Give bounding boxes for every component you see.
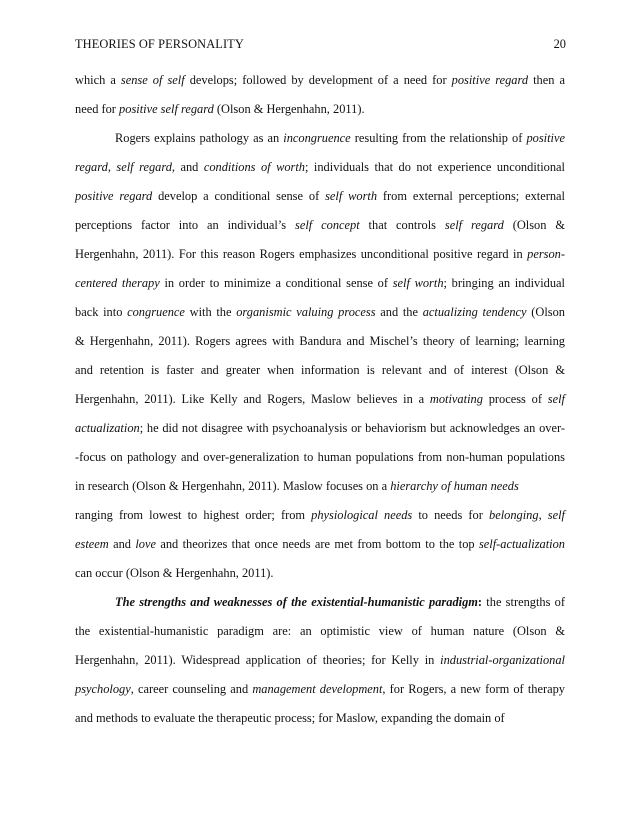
text-run: positive self regard bbox=[119, 102, 214, 116]
text-run: then a bbox=[528, 73, 565, 87]
text-run: belonging bbox=[489, 508, 539, 522]
text-run: and retention is faster and greater when information is relevant and of interest (Olson & bbox=[75, 363, 565, 377]
text-run: Rogers explains pathology as an bbox=[115, 131, 284, 145]
text-run: positive regard bbox=[451, 73, 529, 87]
text-run: congruence bbox=[127, 305, 185, 319]
text-run: self bbox=[547, 392, 565, 406]
text-run: self regard bbox=[116, 160, 172, 174]
text-line bbox=[115, 594, 565, 610]
text-run: , career counseling and bbox=[130, 682, 253, 696]
text-run: motivating bbox=[429, 392, 483, 406]
text-run: that controls bbox=[359, 218, 445, 232]
text-line bbox=[75, 304, 565, 320]
text-run: conditions of worth bbox=[203, 160, 305, 174]
text-run: physiological needs bbox=[311, 508, 413, 522]
text-run: self regard bbox=[444, 218, 504, 232]
text-run: Hergenhahn, 2011). For this reason Rogers emphasizes unconditional positive regard in bbox=[75, 247, 528, 261]
text-run: can occur (Olson & Hergenhahn, 2011). bbox=[75, 566, 274, 580]
text-line bbox=[75, 449, 565, 465]
text-run: (Olson & bbox=[503, 218, 565, 232]
text-line bbox=[75, 333, 565, 349]
text-run: organismic valuing process bbox=[236, 305, 376, 319]
text-run: perceptions factor into an individual’s bbox=[75, 218, 296, 232]
text-line bbox=[75, 507, 565, 523]
text-run: and theorizes that once needs are met from bottom to the top bbox=[155, 537, 479, 551]
text-run: actualization bbox=[75, 421, 140, 435]
text-run: Hergenhahn, 2011). Widespread application of theories; for Kelly in bbox=[75, 653, 441, 667]
text-run: develop a conditional sense of bbox=[152, 189, 326, 203]
text-run: back into bbox=[75, 305, 128, 319]
text-line bbox=[75, 391, 565, 407]
text-run: love bbox=[135, 537, 156, 551]
text-run: positive regard bbox=[75, 189, 153, 203]
text-run: : bbox=[477, 595, 483, 609]
text-run: industrial-organizational bbox=[440, 653, 565, 667]
text-run: ranging from lowest to highest order; from bbox=[75, 508, 312, 522]
text-run: esteem bbox=[75, 537, 109, 551]
text-line bbox=[75, 420, 565, 436]
text-run: Hergenhahn, 2011). Like Kelly and Rogers, Maslow believes in a bbox=[75, 392, 430, 406]
text-line bbox=[75, 275, 565, 291]
text-line bbox=[75, 710, 505, 726]
text-run: management development bbox=[252, 682, 383, 696]
text-run: the strengths of bbox=[482, 595, 565, 609]
text-line bbox=[75, 652, 565, 668]
text-run: self-actualization bbox=[478, 537, 565, 551]
text-run: and methods to evaluate the therapeutic process; for Maslow, expanding the domain of bbox=[75, 711, 505, 725]
text-run: psychology bbox=[75, 682, 131, 696]
text-run: regard bbox=[75, 160, 108, 174]
text-run: ; he did not disagree with psychoanalysis or behaviorism but acknowledges an over- bbox=[139, 421, 565, 435]
text-run: , bbox=[107, 160, 117, 174]
text-run: to needs for bbox=[412, 508, 489, 522]
text-line bbox=[75, 101, 365, 117]
text-run: positive bbox=[526, 131, 565, 145]
text-run: develops; followed by development of a need for bbox=[184, 73, 452, 87]
text-line bbox=[75, 623, 565, 639]
text-line bbox=[75, 159, 565, 175]
text-run: in research (Olson & Hergenhahn, 2011). Maslow focuses on a bbox=[75, 479, 391, 493]
text-run: which a bbox=[75, 73, 121, 87]
text-run: from external perceptions; external bbox=[377, 189, 565, 203]
text-run: , bbox=[538, 508, 548, 522]
text-run: self worth bbox=[325, 189, 378, 203]
text-run: in order to minimize a conditional sense of bbox=[159, 276, 393, 290]
text-line bbox=[75, 246, 565, 262]
text-run: need for bbox=[75, 102, 120, 116]
text-run: and the bbox=[375, 305, 423, 319]
page-number: 20 bbox=[553, 37, 566, 51]
text-run: -focus on pathology and over-generalization to human populations from non-human populations bbox=[75, 450, 565, 464]
text-run: person- bbox=[527, 247, 565, 261]
text-line bbox=[115, 130, 565, 146]
text-run: incongruence bbox=[283, 131, 351, 145]
text-run: ; bringing an individual bbox=[443, 276, 565, 290]
text-run: centered therapy bbox=[75, 276, 160, 290]
text-run: (Olson bbox=[526, 305, 565, 319]
text-run: actualizing tendency bbox=[422, 305, 527, 319]
text-run: sense of self bbox=[120, 73, 185, 87]
text-run: (Olson & Hergenhahn, 2011). bbox=[213, 102, 365, 116]
text-line bbox=[75, 478, 519, 494]
text-line bbox=[75, 536, 565, 552]
text-run: , for Rogers, a new form of therapy bbox=[382, 682, 566, 696]
text-line bbox=[75, 72, 565, 88]
text-run: , and bbox=[171, 160, 204, 174]
text-run: self bbox=[547, 508, 565, 522]
text-run: The strengths and weaknesses of the existential-humanistic paradigm bbox=[115, 595, 478, 609]
text-line bbox=[75, 217, 565, 233]
text-run: self concept bbox=[295, 218, 360, 232]
text-run: self worth bbox=[392, 276, 444, 290]
text-run: and bbox=[108, 537, 136, 551]
text-line bbox=[75, 362, 565, 378]
text-run: the existential-humanistic paradigm are: an optimistic view of human nature (Olson & bbox=[75, 624, 565, 638]
text-line bbox=[75, 681, 565, 697]
text-run: & Hergenhahn, 2011). Rogers agrees with Bandura and Mischel’s theory of learning; learning bbox=[75, 334, 565, 348]
text-run: hierarchy of human needs bbox=[390, 479, 519, 493]
running-head: THEORIES OF PERSONALITY bbox=[75, 37, 244, 51]
text-run: with the bbox=[184, 305, 237, 319]
text-run: process of bbox=[482, 392, 548, 406]
text-line bbox=[75, 188, 565, 204]
text-run: ; individuals that do not experience unconditional bbox=[305, 160, 565, 174]
text-line bbox=[75, 565, 274, 581]
text-run: resulting from the relationship of bbox=[350, 131, 527, 145]
